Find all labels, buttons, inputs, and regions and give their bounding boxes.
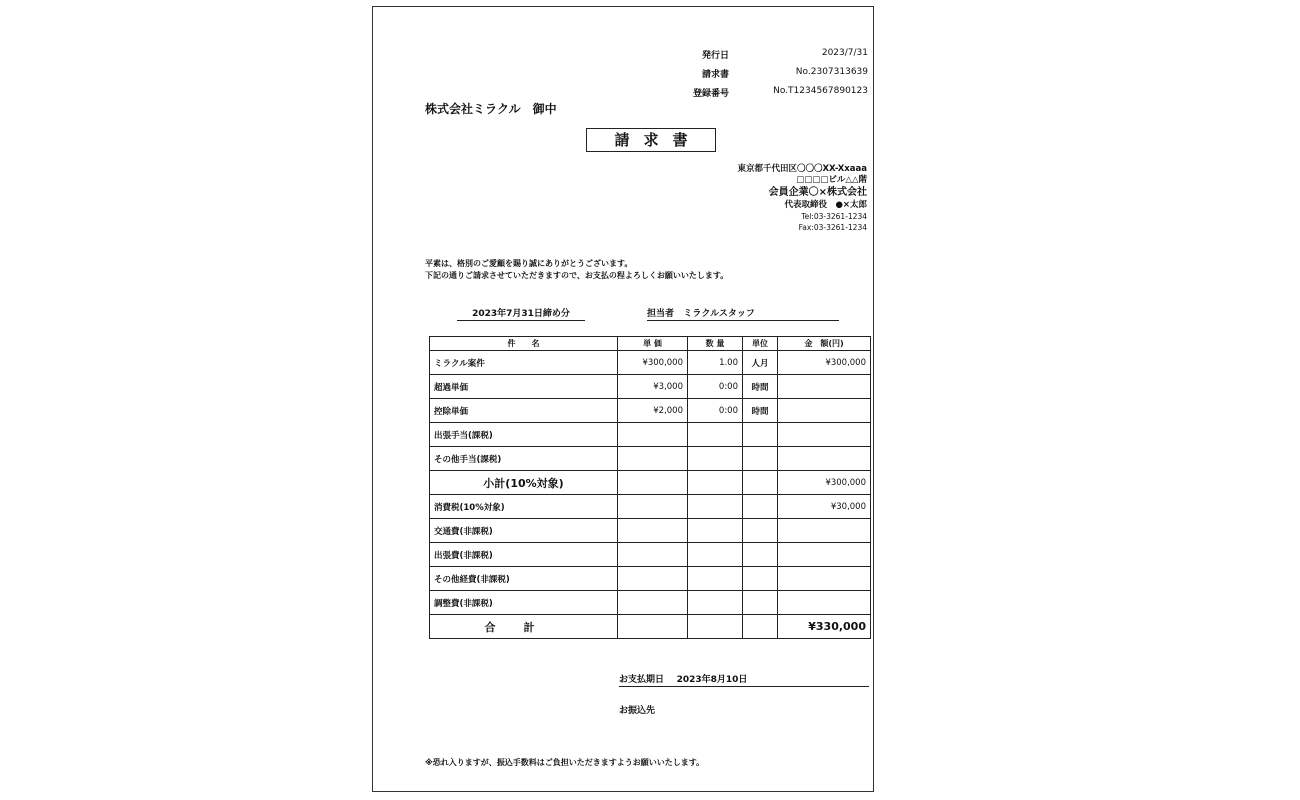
header-quantity: 数 量 bbox=[688, 337, 743, 351]
document-title: 請求書 bbox=[586, 128, 716, 152]
unit-price-cell bbox=[618, 495, 688, 519]
sender-block bbox=[738, 164, 868, 233]
unit-price-cell: ¥3,000 bbox=[618, 375, 688, 399]
quantity-cell bbox=[688, 447, 743, 471]
unit-cell: 人月 bbox=[743, 351, 778, 375]
table-row bbox=[430, 423, 871, 447]
header-item-name: 件 名 bbox=[430, 337, 618, 351]
quantity-cell bbox=[688, 567, 743, 591]
amount-cell bbox=[778, 423, 871, 447]
header-unit: 単位 bbox=[743, 337, 778, 351]
registration-no: No.T1234567890123 bbox=[773, 86, 868, 96]
payment-due-line bbox=[619, 672, 869, 687]
unit-cell bbox=[743, 615, 778, 639]
sender-tel: Tel:03-3261-1234 bbox=[801, 212, 867, 221]
table-row bbox=[430, 567, 871, 591]
item-name-cell: 合計 bbox=[430, 615, 618, 639]
item-name-cell: 交通費(非課税) bbox=[430, 519, 618, 543]
amount-cell bbox=[778, 375, 871, 399]
amount-cell: ¥30,000 bbox=[778, 495, 871, 519]
unit-cell bbox=[743, 519, 778, 543]
items-table bbox=[429, 336, 871, 639]
unit-price-cell bbox=[618, 567, 688, 591]
unit-cell: 時間 bbox=[743, 399, 778, 423]
sender-representative: 代表取締役 ●×太郎 bbox=[784, 200, 867, 210]
item-name-cell: その他手当(課税) bbox=[430, 447, 618, 471]
item-name-cell: 出張手当(課税) bbox=[430, 423, 618, 447]
unit-cell bbox=[743, 423, 778, 447]
sender-address2: □□□□ビル△△階 bbox=[796, 175, 867, 185]
quantity-cell bbox=[688, 423, 743, 447]
item-name-cell: 調整費(非課税) bbox=[430, 591, 618, 615]
amount-cell: ¥330,000 bbox=[778, 615, 871, 639]
staff-label: 担当者 bbox=[647, 309, 675, 319]
amount-cell bbox=[778, 591, 871, 615]
item-name-cell: ミラクル案件 bbox=[430, 351, 618, 375]
staff-line bbox=[647, 306, 839, 321]
table-row bbox=[430, 375, 871, 399]
unit-price-cell bbox=[618, 471, 688, 495]
registration-label: 登録番号 bbox=[692, 89, 729, 99]
table-row bbox=[430, 543, 871, 567]
unit-price-cell: ¥2,000 bbox=[618, 399, 688, 423]
amount-cell bbox=[778, 567, 871, 591]
unit-cell bbox=[743, 567, 778, 591]
footnote: ※恐れ入りますが、振込手数料はご負担いただきますようお願いいたします。 bbox=[425, 758, 705, 767]
header-amount: 金 額(円) bbox=[778, 337, 871, 351]
issue-date-label: 発行日 bbox=[701, 51, 729, 61]
table-row bbox=[430, 351, 871, 375]
amount-cell: ¥300,000 bbox=[778, 471, 871, 495]
item-name-cell: 超過単価 bbox=[430, 375, 618, 399]
invoice-page bbox=[372, 6, 874, 792]
table-row bbox=[430, 399, 871, 423]
greeting-line2: 下記の通りご請求させていただきますので、お支払の程よろしくお願いいたします。 bbox=[425, 271, 729, 280]
header-unit-price: 単 価 bbox=[618, 337, 688, 351]
quantity-cell: 1.00 bbox=[688, 351, 743, 375]
sender-fax: Fax:03-3261-1234 bbox=[798, 223, 867, 232]
amount-cell bbox=[778, 447, 871, 471]
quantity-cell bbox=[688, 543, 743, 567]
invoice-no: No.2307313639 bbox=[795, 67, 868, 77]
sender-address1: 東京都千代田区〇〇〇XX-Xxaaa bbox=[737, 164, 867, 174]
unit-price-cell bbox=[618, 447, 688, 471]
total-row bbox=[430, 615, 871, 639]
quantity-cell bbox=[688, 495, 743, 519]
item-name-cell: 小計(10%対象) bbox=[430, 471, 618, 495]
table-row bbox=[430, 591, 871, 615]
quantity-cell: 0:00 bbox=[688, 375, 743, 399]
subtotal-row bbox=[430, 471, 871, 495]
unit-cell bbox=[743, 447, 778, 471]
unit-price-cell bbox=[618, 519, 688, 543]
quantity-cell bbox=[688, 471, 743, 495]
issue-date: 2023/7/31 bbox=[821, 48, 868, 58]
amount-cell: ¥300,000 bbox=[778, 351, 871, 375]
amount-cell bbox=[778, 519, 871, 543]
unit-cell bbox=[743, 591, 778, 615]
staff-name: ミラクルスタッフ bbox=[683, 309, 755, 319]
sender-company: 会員企業〇×株式会社 bbox=[768, 187, 867, 198]
unit-price-cell bbox=[618, 615, 688, 639]
amount-cell bbox=[778, 399, 871, 423]
quantity-cell bbox=[688, 615, 743, 639]
greeting bbox=[425, 258, 728, 282]
amount-cell bbox=[778, 543, 871, 567]
table-row bbox=[430, 495, 871, 519]
unit-price-cell bbox=[618, 543, 688, 567]
table-row bbox=[430, 519, 871, 543]
invoice-no-label: 請求書 bbox=[701, 70, 729, 80]
unit-cell bbox=[743, 543, 778, 567]
table-header-row bbox=[430, 337, 871, 351]
recipient-name: 株式会社ミラクル 御中 bbox=[425, 102, 557, 116]
unit-cell bbox=[743, 495, 778, 519]
item-name-cell: 消費税(10%対象) bbox=[430, 495, 618, 519]
bank-label: お振込先 bbox=[619, 706, 656, 716]
billing-period: 2023年7月31日締め分 bbox=[457, 306, 585, 321]
quantity-cell: 0:00 bbox=[688, 399, 743, 423]
payment-due-date: 2023年8月10日 bbox=[676, 675, 748, 685]
table-row bbox=[430, 447, 871, 471]
unit-price-cell: ¥300,000 bbox=[618, 351, 688, 375]
unit-cell bbox=[743, 471, 778, 495]
unit-cell: 時間 bbox=[743, 375, 778, 399]
greeting-line1: 平素は、格別のご愛顧を賜り誠にありがとうございます。 bbox=[425, 259, 633, 268]
item-name-cell: その他経費(非課税) bbox=[430, 567, 618, 591]
payment-due-label: お支払期日 bbox=[619, 675, 665, 685]
unit-price-cell bbox=[618, 591, 688, 615]
quantity-cell bbox=[688, 591, 743, 615]
unit-price-cell bbox=[618, 423, 688, 447]
item-name-cell: 控除単価 bbox=[430, 399, 618, 423]
item-name-cell: 出張費(非課税) bbox=[430, 543, 618, 567]
quantity-cell bbox=[688, 519, 743, 543]
